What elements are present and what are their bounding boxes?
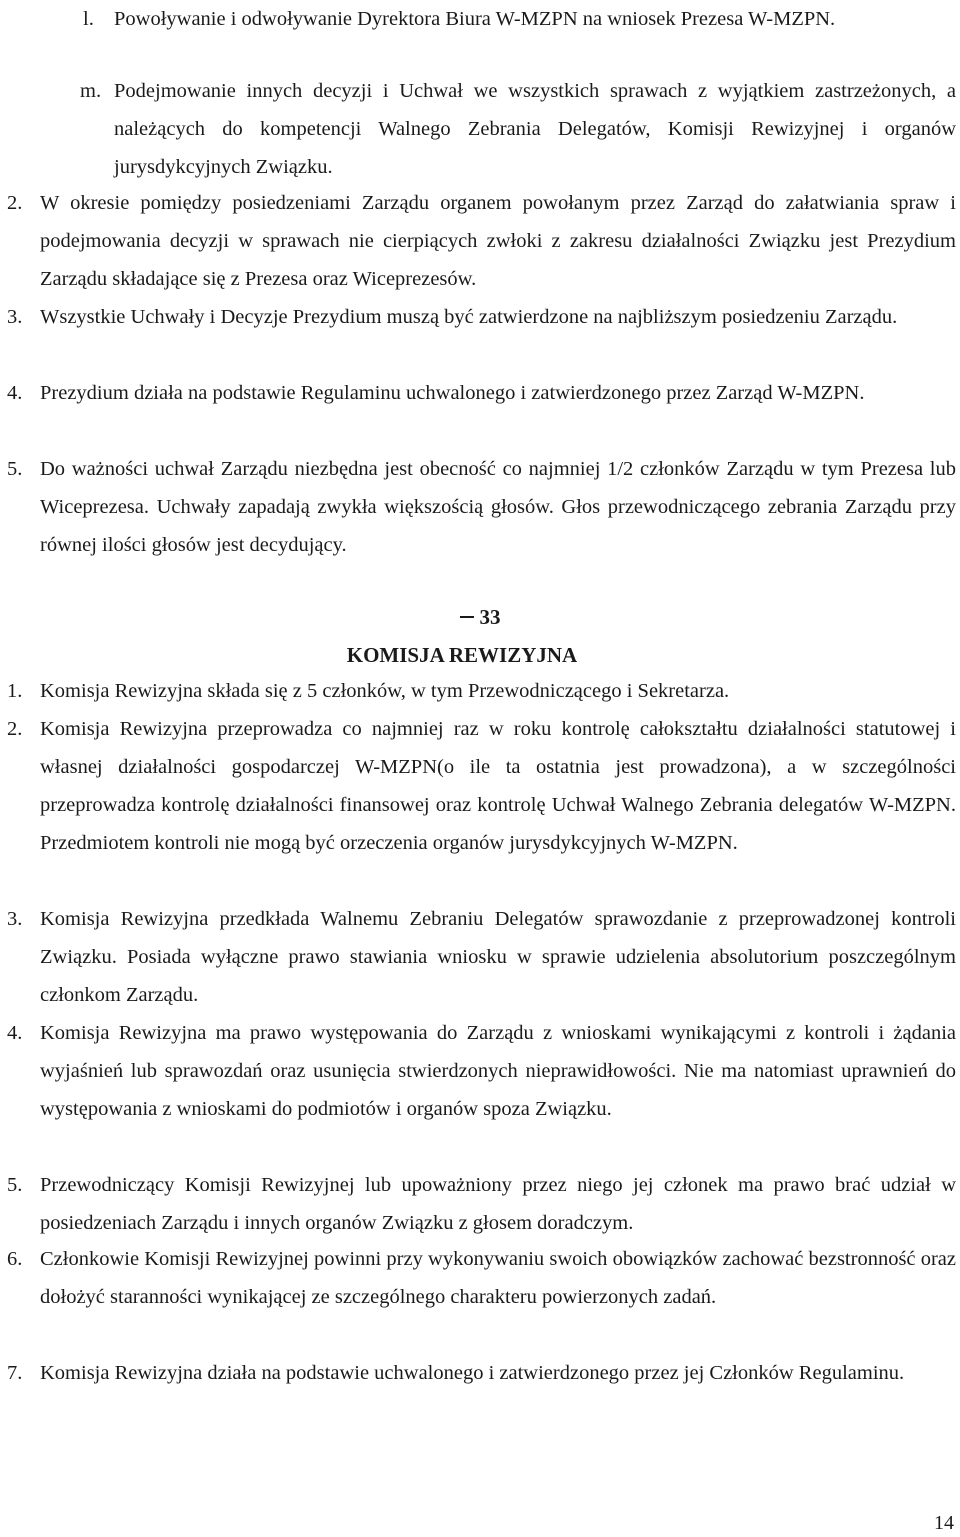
item-number: 4. — [7, 382, 23, 404]
item-text: Powoływanie i odwoływanie Dyrektora Biura W-MZPN na wniosek Prezesa W-MZPN. — [114, 8, 836, 30]
item-number: l. — [83, 8, 94, 30]
item-number: 1. — [7, 680, 23, 702]
section-number: 33 — [479, 605, 501, 629]
section-title: KOMISJA REWIZYJNA — [346, 643, 578, 667]
item-text: Członkowie Komisji Rewizyjnej powinni przy wykonywaniu swoich obowiązków zachować bezstronność oraz dołożyć staranności wynikającej ze szczególnego charakteru powierzonych zadań. — [40, 1248, 956, 1308]
item-number: 4. — [7, 1022, 23, 1044]
item-text: Do ważności uchwał Zarządu niezbędna jest obecność co najmniej 1/2 członków Zarządu w tym Prezesa lub Wiceprezesa. Uchwały zapadają zwykła większością głosów. Głos przewodniczącego zebrania Zarządu przy równej ilości głosów jest decydujący. — [40, 458, 956, 556]
section-sign-mark — [460, 616, 474, 618]
item-text: Komisja Rewizyjna przeprowadza co najmniej raz w roku kontrolę całokształtu działalności statutowej i własnej działalności gospodarczej W-MZPN(o ile ta ostatnia jest prowadzona), a w szczególności przeprowadza kontrolę działalności finansowej oraz kontrolę Uchwał Walnego Zebrania delegatów W-MZPN. Przedmiotem kontroli nie mogą być orzeczenia organów jurysdykcyjnych W-MZPN. — [40, 718, 956, 854]
item-number: m. — [80, 80, 102, 102]
page-number: 14 — [934, 1512, 954, 1534]
item-text: Komisja Rewizyjna działa na podstawie uchwalonego i zatwierdzonego przez jej Członków Regulaminu. — [40, 1362, 905, 1384]
item-text: W okresie pomiędzy posiedzeniami Zarządu organem powołanym przez Zarząd do załatwiania spraw i podejmowania decyzji w sprawach nie cierpiących zwłoki z zakresu działalności Związku jest Prezydium Zarządu składające się z Prezesa oraz Wiceprezesów. — [40, 192, 956, 290]
item-text: Wszystkie Uchwały i Decyzje Prezydium muszą być zatwierdzone na najbliższym posiedzeniu Zarządu. — [40, 306, 898, 328]
item-text: Prezydium działa na podstawie Regulaminu uchwalonego i zatwierdzonego przez Zarząd W-MZPN. — [40, 382, 865, 404]
item-number: 5. — [7, 1174, 23, 1196]
item-text: Komisja Rewizyjna ma prawo występowania do Zarządu z wnioskami wynikającymi z kontroli i żądania wyjaśnień lub sprawozdań oraz usunięcia stwierdzonych nieprawidłowości. Nie ma natomiast uprawnień do występowania z wnioskami do podmiotów i organów spoza Związku. — [40, 1022, 956, 1120]
item-number: 2. — [7, 192, 23, 214]
item-text: Przewodniczący Komisji Rewizyjnej lub upoważniony przez niego jej członek ma prawo brać udział w posiedzeniach Zarządu i innych organów Związku z głosem doradczym. — [40, 1174, 956, 1234]
item-text: Komisja Rewizyjna składa się z 5 członków, w tym Przewodniczącego i Sekretarza. — [40, 680, 730, 702]
item-number: 2. — [7, 718, 23, 740]
item-text: Komisja Rewizyjna przedkłada Walnemu Zebraniu Delegatów sprawozdanie z przeprowadzonej kontroli Związku. Posiada wyłączne prawo stawiania wniosku w sprawie udzielenia absolutorium poszczególnym członkom Zarządu. — [40, 908, 956, 1006]
item-number: 7. — [7, 1362, 23, 1384]
item-number: 5. — [7, 458, 23, 480]
item-number: 3. — [7, 908, 23, 930]
section-symbol — [0, 598, 960, 636]
item-text: Podejmowanie innych decyzji i Uchwał we wszystkich sprawach z wyjątkiem zastrzeżonych, a należących do kompetencji Walnego Zebrania Delegatów, Komisji Rewizyjnej i organów jurysdykcyjnych Związku. — [114, 80, 956, 178]
item-number: 6. — [7, 1248, 23, 1270]
item-number: 3. — [7, 306, 23, 328]
